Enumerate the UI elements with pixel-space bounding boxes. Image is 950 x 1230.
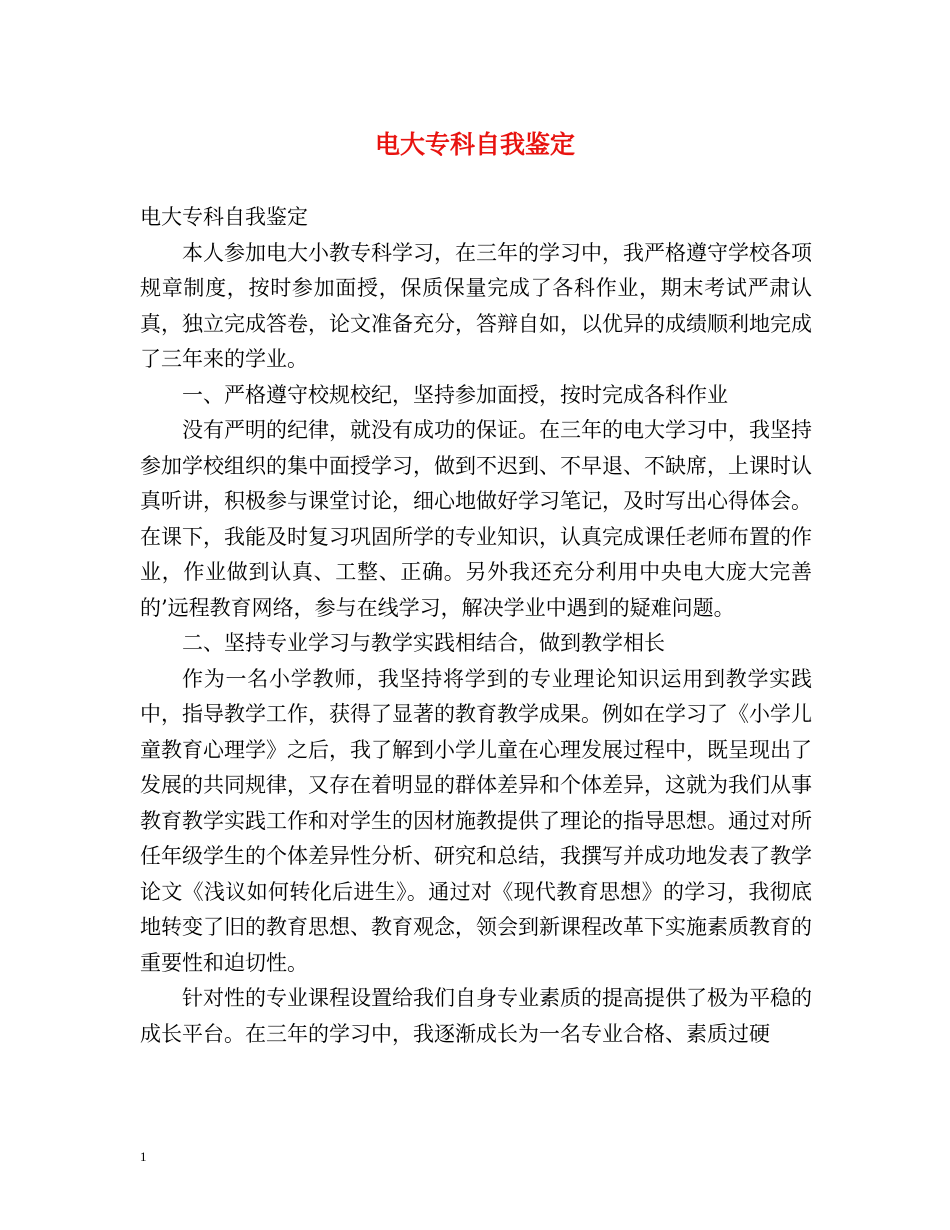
paragraph-growth: 针对性的专业课程设置给我们自身专业素质的提高提供了极为平稳的成长平台。在三年的学习中，我逐渐成长为一名专业合格、素质过硬: [140, 986, 812, 1046]
document-title: 电大专科自我鉴定: [374, 130, 575, 159]
document-subtitle: 电大专科自我鉴定: [140, 205, 308, 229]
paragraph-practice: 作为一名小学教师，我坚持将学到的专业理论知识运用到教学实践中，指导教学工作，获得了显著的教育教学成果。例如在学习了《小学儿童教育心理学》之后，我了解到小学儿童在心理发展过程中，既呈现出了发展的共同规律，又存在着明显的群体差异和个体差异，这就为我们从事教育教学实践工作和对学生的因材施教提供了理论的指导思想。通过对所任年级学生的个体差异性分析、研究和总结，我撰写并成功地发表了教学论文《浅议如何转化后进生》。通过对《现代教育思想》的学习，我彻底地转变了旧的教育思想、教育观念，领会到新课程改革下实施素质教育的重要性和迫切性。: [140, 666, 812, 975]
paragraph-intro: 本人参加电大小教专科学习，在三年的学习中，我严格遵守学校各项规章制度，按时参加面授，保质保量完成了各科作业，期末考试严肃认真，独立完成答卷，论文准备充分，答辩自如，以优异的成绩顺利地完成了三年来的学业。: [140, 240, 812, 371]
document-body: [140, 200, 812, 1052]
section-heading-2: 二、坚持专业学习与教学实践相结合，做到教学相长: [182, 631, 665, 655]
paragraph-discipline: 没有严明的纪律，就没有成功的保证。在三年的电大学习中，我坚持参加学校组织的集中面授学习，做到不迟到、不早退、不缺席，上课时认真听讲，积极参与课堂讨论，细心地做好学习笔记，及时写出心得体会。在课下，我能及时复习巩固所学的专业知识，认真完成课任老师布置的作业，作业做到认真、工整、正确。另外我还充分利用中央电大庞大完善的’远程教育网络，参与在线学习，解决学业中遇到的疑难问题。: [140, 418, 812, 620]
page-number: 1: [140, 1149, 147, 1164]
section-heading-1: 一、严格遵守校规校纪，坚持参加面授，按时完成各科作业: [182, 382, 728, 407]
